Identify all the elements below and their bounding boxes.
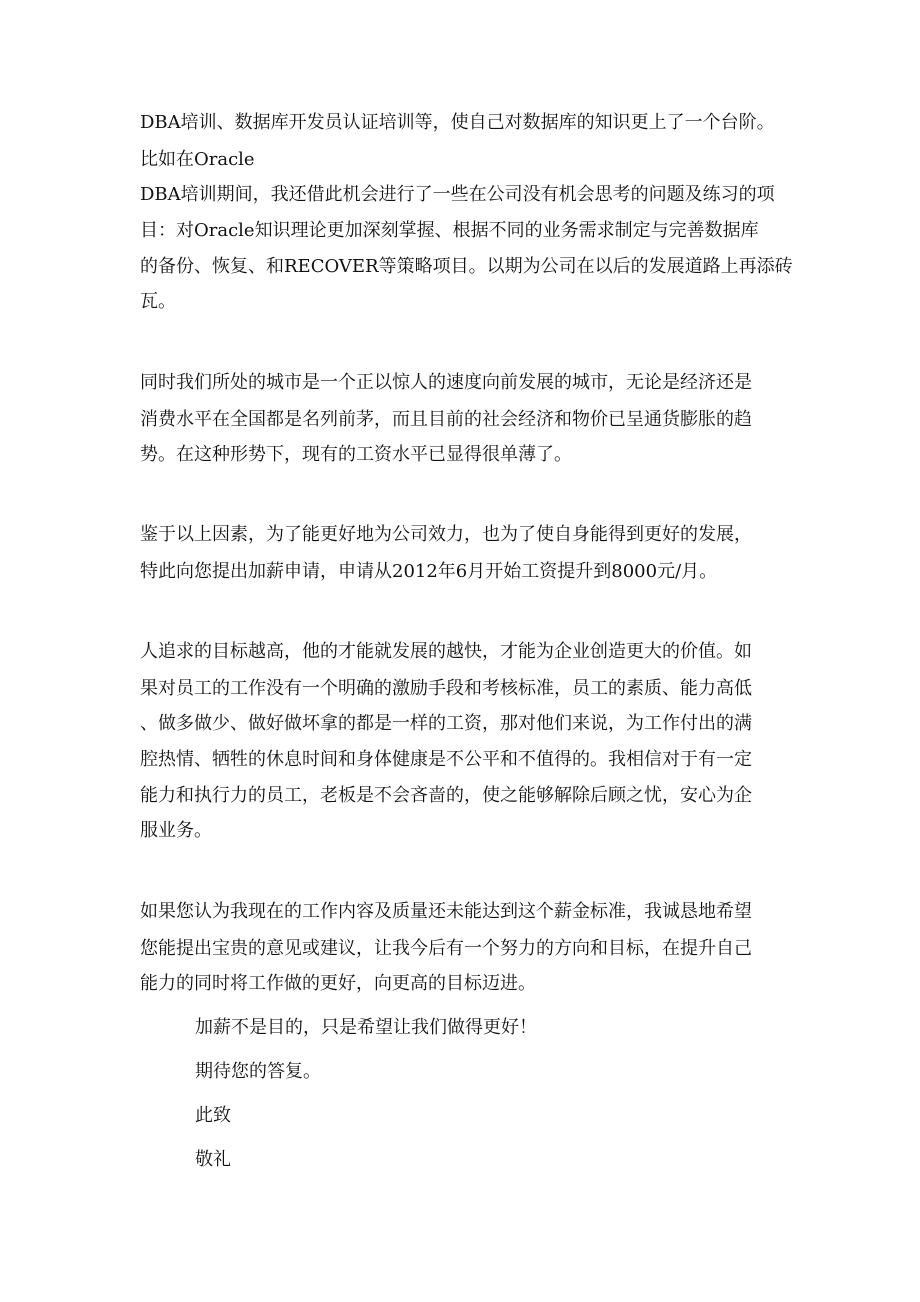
text-line: 服业务。 (140, 820, 212, 841)
text-line: 能力和执行力的员工，老板是不会吝啬的，使之能够解除后顾之忧，安心为企 (140, 785, 752, 806)
closing-regards: 敬礼 (195, 1149, 231, 1170)
text-line: 特此向您提出加薪申请，申请从2012年6月开始工资提升到8000元/月。 (140, 561, 718, 582)
text-line: 比如在Oracle (140, 149, 255, 170)
text-line: 同时我们所处的城市是一个正以惊人的速度向前发展的城市，无论是经济还是 (140, 372, 752, 393)
text-line: 果对员工的工作没有一个明确的激励手段和考核标准，员工的素质、能力高低 (140, 678, 752, 699)
text-line: 如果您认为我现在的工作内容及质量还未能达到这个薪金标准，我诚恳地希望 (140, 901, 752, 922)
text-line: 势。在这种形势下，现有的工资水平已显得很单薄了。 (140, 444, 572, 465)
text-line: DBA培训、数据库开发员认证培训等，使自己对数据库的知识更上了一个台阶。 (140, 112, 775, 133)
text-line: 腔热情、牺牲的休息时间和身体健康是不公平和不值得的。我相信对于有一定 (140, 749, 752, 770)
text-line: DBA培训期间，我还借此机会进行了一些在公司没有机会思考的问题及练习的项 (140, 184, 775, 205)
closing-salutation: 此致 (195, 1105, 231, 1126)
text-line: 您能提出宝贵的意见或建议，让我今后有一个努力的方向和目标，在提升自己 (140, 938, 752, 959)
text-line: 人追求的目标越高，他的才能就发展的越快，才能为企业创造更大的价值。如 (140, 641, 752, 662)
text-line: 瓦。 (140, 291, 176, 312)
text-line: 消费水平在全国都是名列前茅，而且目前的社会经济和物价已呈通货膨胀的趋 (140, 409, 752, 430)
text-line: 目：对Oracle知识理论更加深刻掌握、根据不同的业务需求制定与完善数据库 (140, 220, 759, 241)
text-line: 鉴于以上因素，为了能更好地为公司效力，也为了使自身能得到更好的发展， (140, 524, 752, 545)
closing-statement: 加薪不是目的，只是希望让我们做得更好！ (195, 1017, 537, 1038)
text-line: 能力的同时将工作做的更好，向更高的目标迈进。 (140, 973, 536, 994)
text-line: 的备份、恢复、和RECOVER等策略项目。以期为公司在以后的发展道路上再添砖 (140, 256, 793, 277)
text-line: 、做多做少、做好做坏拿的都是一样的工资，那对他们来说，为工作付出的满 (140, 713, 752, 734)
closing-await-reply: 期待您的答复。 (195, 1061, 321, 1082)
